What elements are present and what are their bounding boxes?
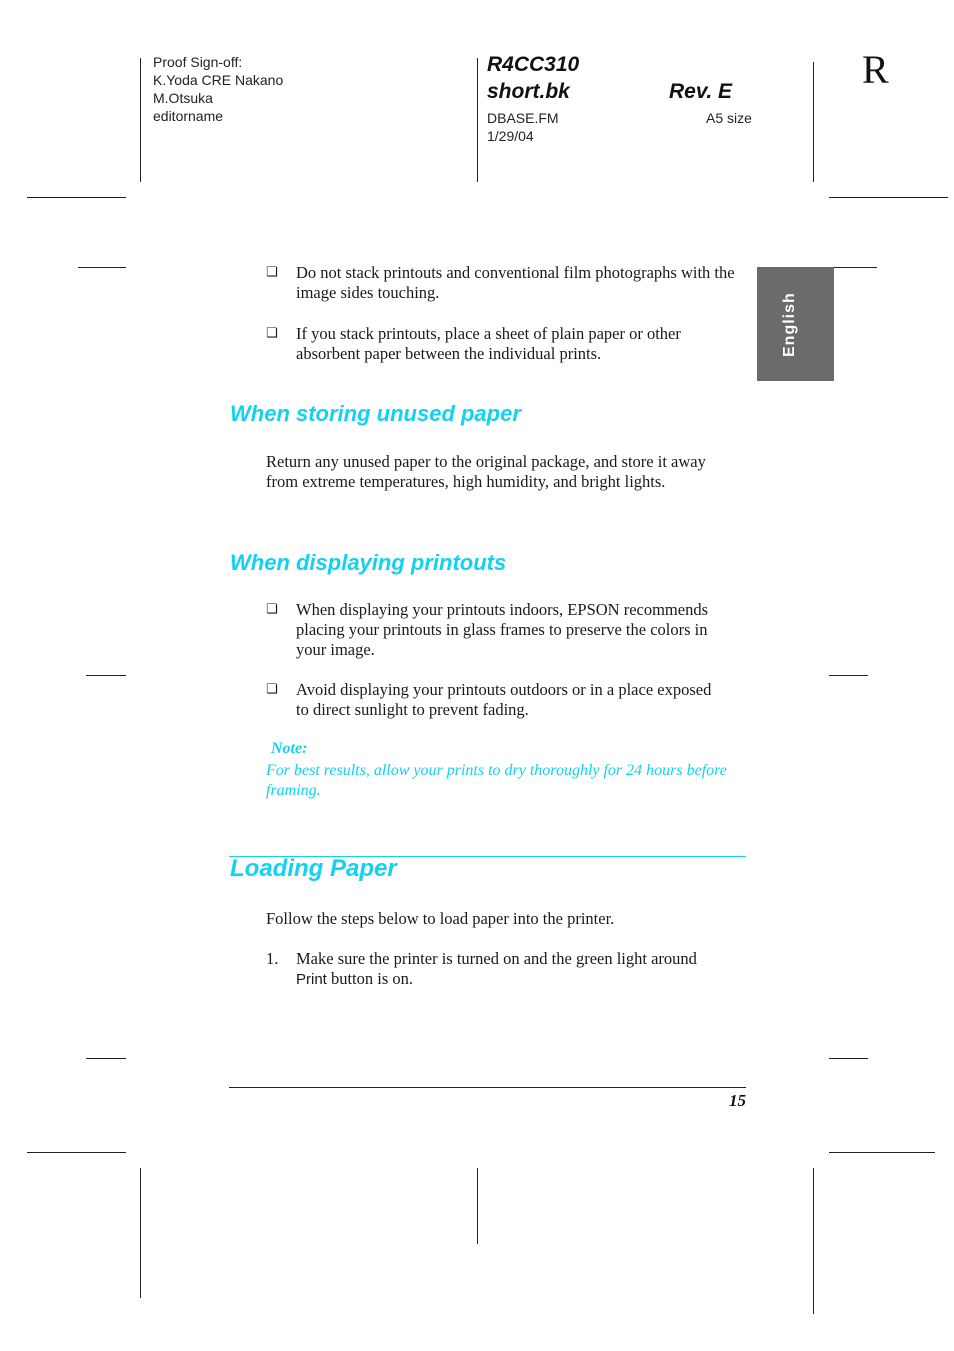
checkbox-bullet-icon: ❏ [266,265,278,280]
loading-intro: Follow the steps below to load paper into the printer. [266,909,615,928]
step-line-rest: button is on. [326,969,414,988]
language-tab [757,267,834,381]
crop-mark [140,1168,141,1298]
crop-mark [829,675,868,676]
crop-mark [829,1152,935,1153]
section-heading-storing: When storing unused paper [230,401,521,426]
proof-line: M.Otsuka [153,90,213,106]
list-item-text: Avoid displaying your printouts outdoors or in a place exposed to direct sunlight to prevent fading. [296,680,712,719]
crop-mark [834,267,877,268]
list-item-text: Do not stack printouts and conventional film photographs with the image sides touching. [296,263,735,302]
crop-mark [140,58,141,182]
proof-line: Proof Sign-off: [153,54,243,70]
crop-mark [477,58,478,182]
crop-mark [477,1168,478,1244]
crop-mark [813,62,814,182]
storing-paragraph: Return any unused paper to the original package, and store it away from extreme temperatures, high humidity, and bright lights. [266,452,706,491]
crop-mark [27,197,126,198]
crop-mark [813,1168,814,1314]
crop-mark [78,267,126,268]
list-item-text: If you stack printouts, place a sheet of plain paper or other absorbent paper between the individual prints. [296,324,681,363]
section-heading-displaying: When displaying printouts [230,550,507,575]
checkbox-bullet-icon: ❏ [266,326,278,341]
print-button-name: Print [296,971,327,988]
list-item-text: When displaying your printouts indoors, EPSON recommends placing your printouts in glass frames to preserve the colors in your image. [296,600,709,659]
crop-mark [86,675,126,676]
crop-mark [829,197,948,198]
file-name: DBASE.FM [487,110,559,126]
checkbox-bullet-icon: ❏ [266,682,278,697]
crop-mark [829,1058,868,1059]
crop-mark [27,1152,126,1153]
revision: Rev. E [669,80,733,103]
page-number: 15 [729,1091,746,1110]
proof-line: K.Yoda CRE Nakano [153,72,284,88]
doc-book: short.bk [487,80,570,103]
page-size: A5 size [706,110,752,126]
doc-code: R4CC310 [487,53,580,76]
footer-rule [229,1087,746,1088]
corner-mark: R [862,47,889,92]
crop-mark [86,1058,126,1059]
checkbox-bullet-icon: ❏ [266,602,278,617]
note-label: Note: [271,740,308,757]
step-line: Make sure the printer is turned on and the green light around [296,949,697,968]
step-text [296,949,748,990]
note-text: For best results, allow your prints to dry thoroughly for 24 hours before framing. [266,762,727,799]
doc-date: 1/29/04 [487,128,534,144]
section-heading-loading: Loading Paper [230,855,397,882]
step-line-2 [296,969,748,990]
proof-line: editorname [153,108,224,124]
step-number: 1. [266,949,279,968]
proof-signoff [153,53,283,125]
language-tab-label: English [781,292,798,357]
